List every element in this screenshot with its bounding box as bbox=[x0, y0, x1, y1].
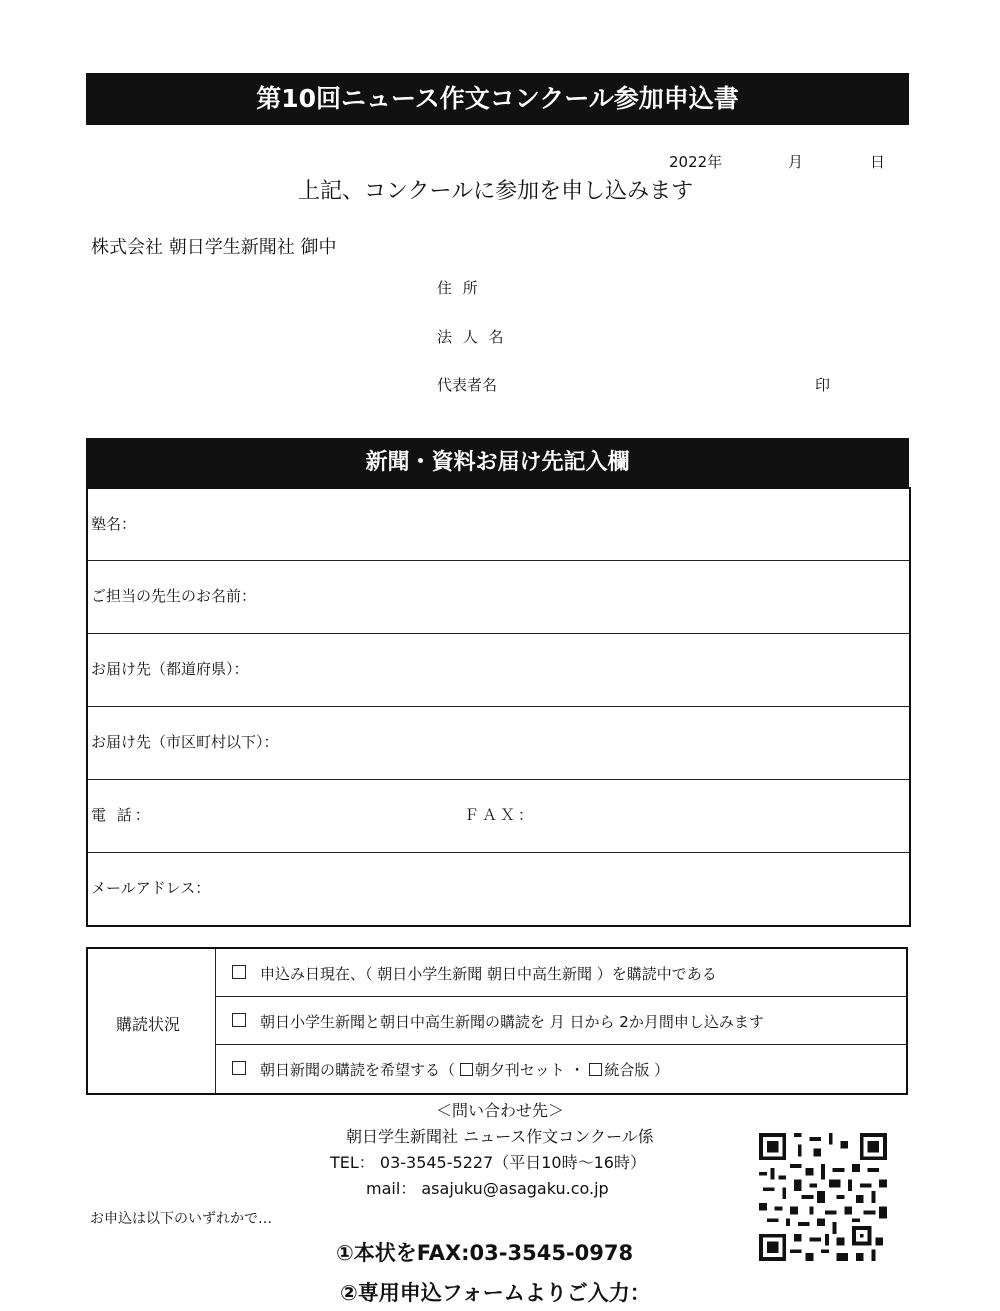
contact-mail: mail： asajuku@asagaku.co.jp bbox=[366, 1179, 609, 1198]
delivery-section-bar bbox=[86, 438, 909, 487]
addressee: 株式会社 朝日学生新聞社 御中 bbox=[91, 237, 337, 258]
option-1-label: 申込み日現在、（ 朝日小学生新聞 朝日中高生新聞 ）を購読中である bbox=[260, 965, 717, 983]
corp-name-label: 法 人 名 bbox=[437, 328, 507, 346]
date-year: 2022年 bbox=[669, 153, 723, 171]
apply-lead: お申込は以下のいずれかで… bbox=[90, 1211, 272, 1227]
integrated-edition-label: 統合版 ） bbox=[604, 1061, 670, 1079]
city-label: お届け先（市区町村以下）： bbox=[91, 733, 279, 751]
option-2-checkbox[interactable] bbox=[232, 1013, 246, 1027]
phone-label: 電 話： bbox=[91, 806, 153, 824]
delivery-form bbox=[86, 487, 911, 927]
morning-evening-label: 朝夕刊セット ・ bbox=[474, 1061, 585, 1079]
option-3-line bbox=[260, 1059, 669, 1080]
integrated-edition-checkbox[interactable] bbox=[589, 1063, 602, 1076]
fax-label: ＦＡＸ： bbox=[464, 806, 537, 824]
qr-code-icon[interactable] bbox=[757, 1133, 889, 1261]
contact-org: 朝日学生新聞社 ニュース作文コンクール係 bbox=[346, 1127, 654, 1146]
representative-label: 代表者名 bbox=[437, 376, 498, 394]
teacher-row[interactable] bbox=[88, 561, 909, 634]
email-label: メールアドレス： bbox=[91, 879, 211, 897]
phone-row[interactable] bbox=[88, 780, 909, 853]
address-label: 住 所 bbox=[437, 279, 481, 297]
teacher-label: ご担当の先生のお名前： bbox=[91, 587, 257, 605]
prefecture-row[interactable] bbox=[88, 634, 909, 707]
prefecture-label: お届け先（都道府県）： bbox=[91, 660, 249, 678]
contact-tel: TEL： 03-3545-5227（平日10時～16時） bbox=[330, 1153, 646, 1172]
option-2-label: 朝日小学生新聞と朝日中高生新聞の購読を 月 日から 2か月間申し込みます bbox=[260, 1013, 764, 1031]
subscription-option-3[interactable] bbox=[216, 1045, 906, 1093]
option-3-label: 朝日新聞の購読を希望する（ bbox=[260, 1061, 456, 1079]
page-title: 第10回ニュース作文コンクール参加申込書 bbox=[256, 84, 739, 113]
option-3-checkbox[interactable] bbox=[232, 1061, 246, 1075]
title-bar bbox=[86, 73, 909, 125]
delivery-section-title: 新聞・資料お届け先記入欄 bbox=[365, 450, 630, 475]
apply-form: ②専用申込フォームよりご入力： bbox=[340, 1281, 651, 1305]
subscription-heading: 購読状況 bbox=[116, 1015, 181, 1034]
option-1-checkbox[interactable] bbox=[232, 965, 246, 979]
seal-label: 印 bbox=[815, 376, 831, 394]
juku-row[interactable] bbox=[88, 489, 909, 561]
juku-label: 塾名： bbox=[91, 515, 137, 533]
subscription-option-1[interactable] bbox=[216, 949, 906, 997]
date-month: 月 bbox=[788, 153, 804, 171]
contact-heading: ＜問い合わせ先＞ bbox=[436, 1101, 565, 1120]
email-row[interactable] bbox=[88, 853, 909, 925]
intro-text: 上記、コンクールに参加を申し込みます bbox=[298, 179, 694, 204]
subscription-table bbox=[86, 947, 908, 1095]
apply-fax: ①本状をFAX:03-3545-0978 bbox=[336, 1241, 634, 1265]
subscription-heading-cell bbox=[88, 949, 216, 1093]
morning-evening-checkbox[interactable] bbox=[460, 1063, 473, 1076]
subscription-option-2[interactable] bbox=[216, 997, 906, 1045]
date-day: 日 bbox=[870, 153, 886, 171]
city-row[interactable] bbox=[88, 707, 909, 780]
